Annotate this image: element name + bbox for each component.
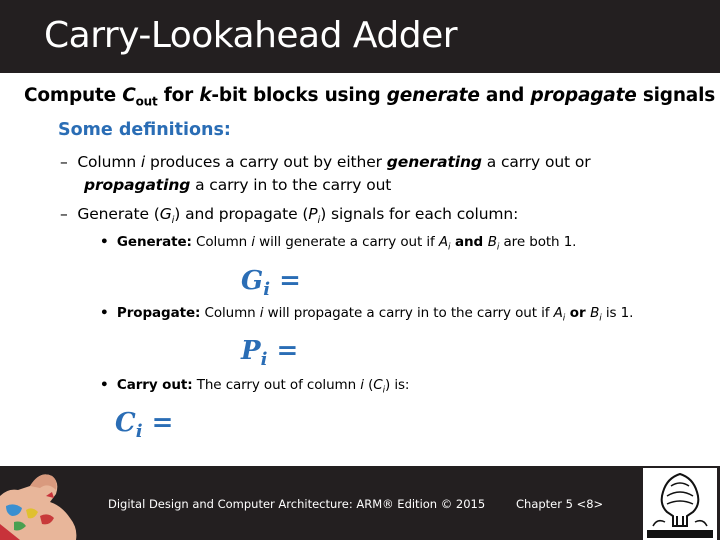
bullet-generate: • Generate: Column i will generate a carry out if $A_i$ and $B_i$ are both 1.: [100, 234, 577, 253]
bullet-carry-out: • Carry out: The carry out of column i $(C_i)$ is:: [100, 377, 410, 396]
main-point: Compute $C_{out}$ for k-bit blocks using generate and propagate signals: [24, 85, 716, 109]
flexed-arm-icon: [0, 466, 90, 540]
slide-title: Carry-Lookahead Adder: [44, 15, 458, 56]
equation-propagate: $P_i$ =: [241, 336, 299, 371]
equation-generate: $G_i$ =: [241, 266, 301, 301]
definitions-heading: Some definitions:: [58, 120, 231, 140]
bullet-propagate: • Propagate: Column i will propagate a carry in to the carry out if $A_i$ or $B_i$ is 1.: [100, 305, 634, 324]
footer-bar: [0, 466, 720, 540]
definition-column-carry-cont: propagating a carry in to the carry out: [84, 176, 392, 194]
elsevier-logo-icon: [643, 468, 717, 540]
footer-course-title: Digital Design and Computer Architecture: ARM® Edition © 2015: [108, 497, 486, 511]
title-bar: [0, 0, 720, 73]
definition-signals: – Generate $(G_i)$ and propagate $(P_i)$ signals for each column:: [60, 205, 519, 227]
footer-chapter-page: Chapter 5 <8>: [516, 497, 604, 511]
definition-column-carry: – Column i produces a carry out by either generating a carry out or: [60, 153, 591, 171]
equation-carry-out: $C_i$ =: [115, 408, 174, 443]
